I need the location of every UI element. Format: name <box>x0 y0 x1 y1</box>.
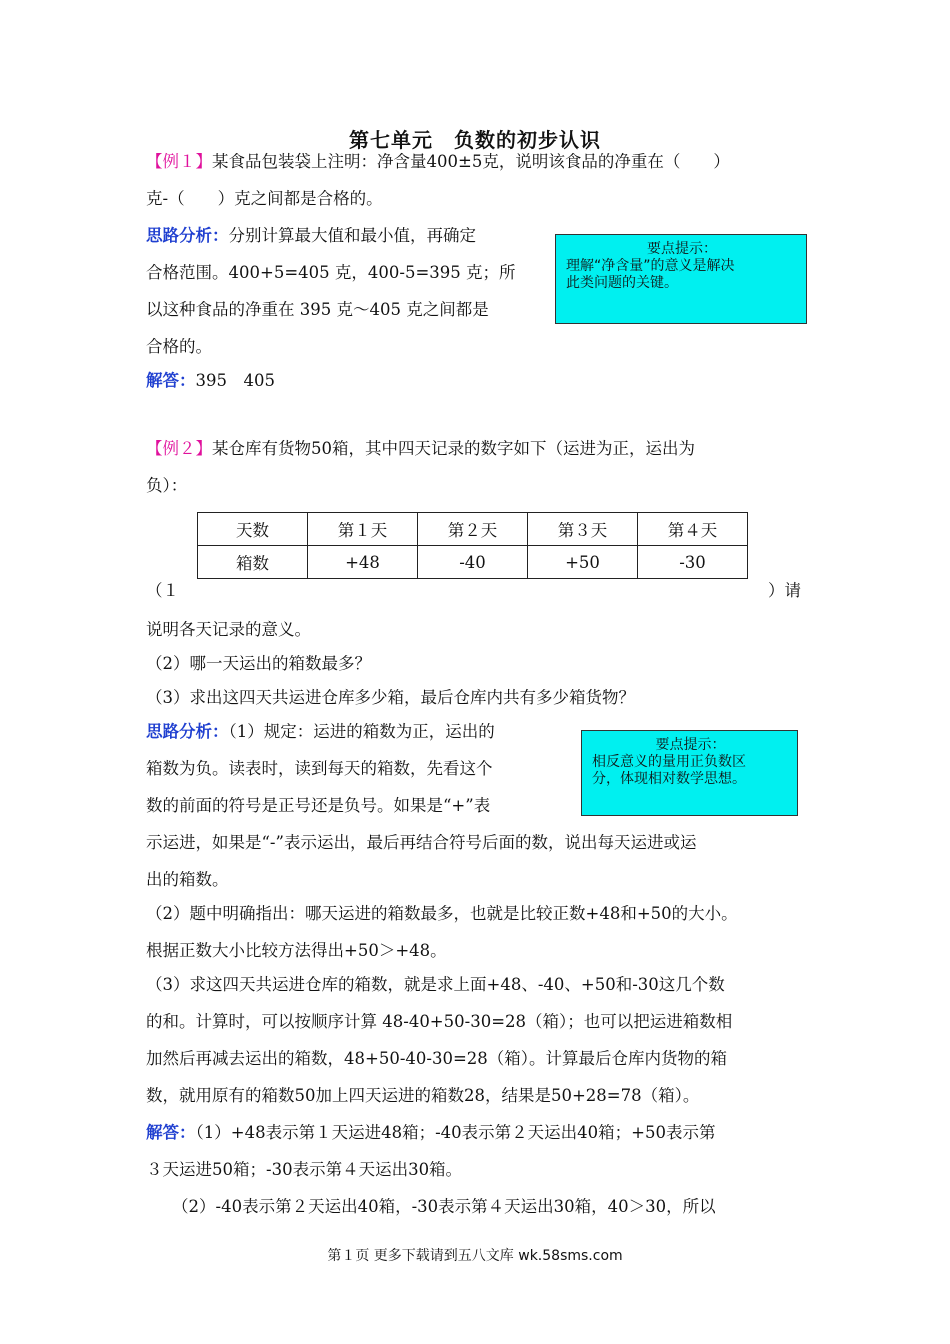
ex2-analysis-line4: 示运进，如果是“-”表示运出，最后再结合符号后面的数，说出每天运进或运 <box>146 833 697 852</box>
ex1-tip-title: 要点提示： <box>647 241 717 257</box>
ex2-q2: （2）哪一天运出的箱数最多？ <box>146 654 371 673</box>
ex2-analysis-line9: 的和。计算时，可以按顺序计算 48-40+50-30=28（箱）；也可以把运进箱数相 <box>146 1012 733 1031</box>
record-table <box>197 512 748 579</box>
ex1-analysis-line1: 思路分析：分别计算最大值和最小值，再确定 <box>146 226 476 245</box>
ex1-answer-label: 解答： <box>146 371 196 390</box>
table-cell: 第２天 <box>418 513 528 546</box>
ex2-question-line2: 负）： <box>146 476 188 495</box>
ex1-analysis-line2: 合格范围。400+5=405 克，400-5=395 克；所 <box>146 263 516 282</box>
table-row <box>198 546 748 579</box>
ex2-analysis-line8: （3）求这四天共运进仓库的箱数，就是求上面+48、-40、+50和-30这几个数 <box>146 975 725 994</box>
ex2-analysis-line10: 加然后再减去运出的箱数，48+50-40-30=28（箱）。计算最后仓库内货物的箱 <box>146 1049 728 1068</box>
ex2-tip-title: 要点提示： <box>655 737 726 753</box>
ex1-question-text: 某食品包装袋上注明：净含量400±5克，说明该食品的净重在（ ） <box>212 152 730 171</box>
table-cell: 第３天 <box>528 513 638 546</box>
ex2-answer-label: 解答： <box>146 1123 196 1142</box>
ex2-q1-cont: 说明各天记录的意义。 <box>146 620 311 639</box>
ex1-analysis-label: 思路分析： <box>146 226 229 245</box>
table-cell: -30 <box>638 546 748 579</box>
ex2-answer-line3: （2）-40表示第２天运出40箱，-30表示第４天运出30箱，40＞30，所以 <box>172 1197 716 1216</box>
ex2-q1-right: ）请 <box>768 581 801 600</box>
ex2-q1-left: （１ <box>146 581 179 600</box>
table-cell: +48 <box>308 546 418 579</box>
ex1-analysis-line3: 以这种食品的净重在 395 克～405 克之间都是 <box>146 300 489 319</box>
table-cell: 第１天 <box>308 513 418 546</box>
ex2-analysis-label: 思路分析： <box>146 722 229 741</box>
ex2-answer-line2: ３天运进50箱；-30表示第４天运出30箱。 <box>146 1160 463 1179</box>
ex2-analysis-line7: 根据正数大小比较方法得出+50＞+48。 <box>146 941 447 960</box>
table-cell: -40 <box>418 546 528 579</box>
ex2-analysis-line5: 出的箱数。 <box>146 870 229 889</box>
table-cell: 箱数 <box>198 546 308 579</box>
page-footer: 第１页 更多下载请到五八文库 wk.58sms.com <box>327 1248 623 1264</box>
ex2-tip-box: 要点提示： 相反意义的量用正负数区 分，体现相对数学思想。 <box>581 730 798 816</box>
ex2-analysis-line11: 数，就用原有的箱数50加上四天运进的箱数28，结果是50+28=78（箱）。 <box>146 1086 700 1105</box>
ex2-question-line1: 【例２】某仓库有货物50箱，其中四天记录的数字如下（运进为正，运出为 <box>146 439 695 458</box>
ex2-analysis-line3: 数的前面的符号是正号还是负号。如果是“+”表 <box>146 796 491 815</box>
page-title: 第七单元 负数的初步认识 <box>349 128 601 152</box>
ex2-analysis-line1: 思路分析：（1）规定：运进的箱数为正，运出的 <box>146 722 495 741</box>
ex2-analysis-line2: 箱数为负。读表时，读到每天的箱数，先看这个 <box>146 759 493 778</box>
ex1-tip-box: 要点提示： 理解“净含量”的意义是解决 此类问题的关键。 <box>555 234 807 324</box>
ex1-question-line2: 克-（ ）克之间都是合格的。 <box>146 189 383 208</box>
table-cell: 天数 <box>198 513 308 546</box>
ex1-question-line1 <box>146 150 730 174</box>
ex1-tag: 【例１】 <box>146 152 212 171</box>
table-row <box>198 513 748 546</box>
ex1-analysis-line4: 合格的。 <box>146 337 212 356</box>
table-cell: +50 <box>528 546 638 579</box>
ex2-tag: 【例２】 <box>146 439 212 458</box>
table-cell: 第４天 <box>638 513 748 546</box>
ex2-q3: （3）求出这四天共运进仓库多少箱，最后仓库内共有多少箱货物？ <box>146 688 635 707</box>
ex2-analysis-line6: （2）题中明确指出：哪天运进的箱数最多，也就是比较正数+48和+50的大小。 <box>146 904 738 923</box>
ex1-answer: 解答：395 405 <box>146 371 275 390</box>
ex2-answer-line1: 解答：（1）+48表示第１天运进48箱；-40表示第２天运出40箱；+50表示第 <box>146 1123 716 1142</box>
